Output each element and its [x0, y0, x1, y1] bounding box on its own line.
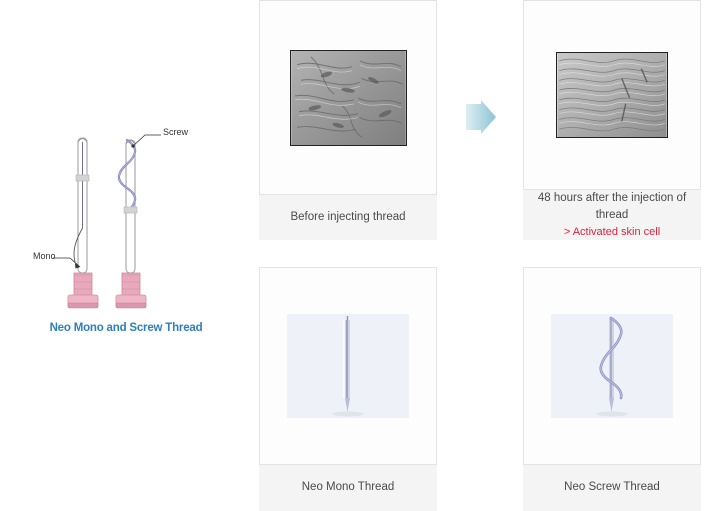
card-mono-image-area [259, 267, 437, 465]
card-after-injection [523, 0, 701, 240]
card-before-caption-text: Before injecting thread [290, 210, 406, 223]
card-screw-caption-text: Neo Screw Thread [564, 481, 660, 494]
card-after-image-area [523, 0, 701, 190]
card-mono-caption [259, 465, 437, 511]
screw-needle [116, 140, 146, 308]
photo-neo-screw-thread [551, 314, 673, 418]
mono-needle [68, 138, 98, 308]
leader-lines [53, 135, 161, 269]
label-screw: Screw [163, 127, 189, 137]
card-before-image-area [259, 0, 437, 195]
photo-neo-mono-thread [287, 314, 409, 418]
micrograph-fibroblast-after [556, 52, 668, 138]
card-before-caption [259, 195, 437, 240]
card-after-caption [523, 190, 701, 240]
needle-diagram [0, 110, 252, 325]
card-mono-caption-text: Neo Mono Thread [301, 481, 395, 494]
card-neo-mono-thread [259, 267, 437, 511]
card-screw-image-area [523, 267, 701, 465]
card-before-injecting [259, 0, 437, 240]
card-neo-screw-thread [523, 267, 701, 511]
product-illustration-caption: Neo Mono and Screw Thread [49, 322, 203, 334]
card-after-caption-highlight: > Activated skin cell [563, 226, 661, 238]
card-after-caption-text: 48 hours after the injection of thread [537, 191, 687, 221]
arrow-right-icon [466, 100, 496, 134]
micrograph-fibroblast-before [290, 50, 407, 146]
card-screw-caption [523, 465, 701, 511]
product-illustration-panel [0, 0, 252, 511]
label-mono: Mono [33, 251, 56, 261]
